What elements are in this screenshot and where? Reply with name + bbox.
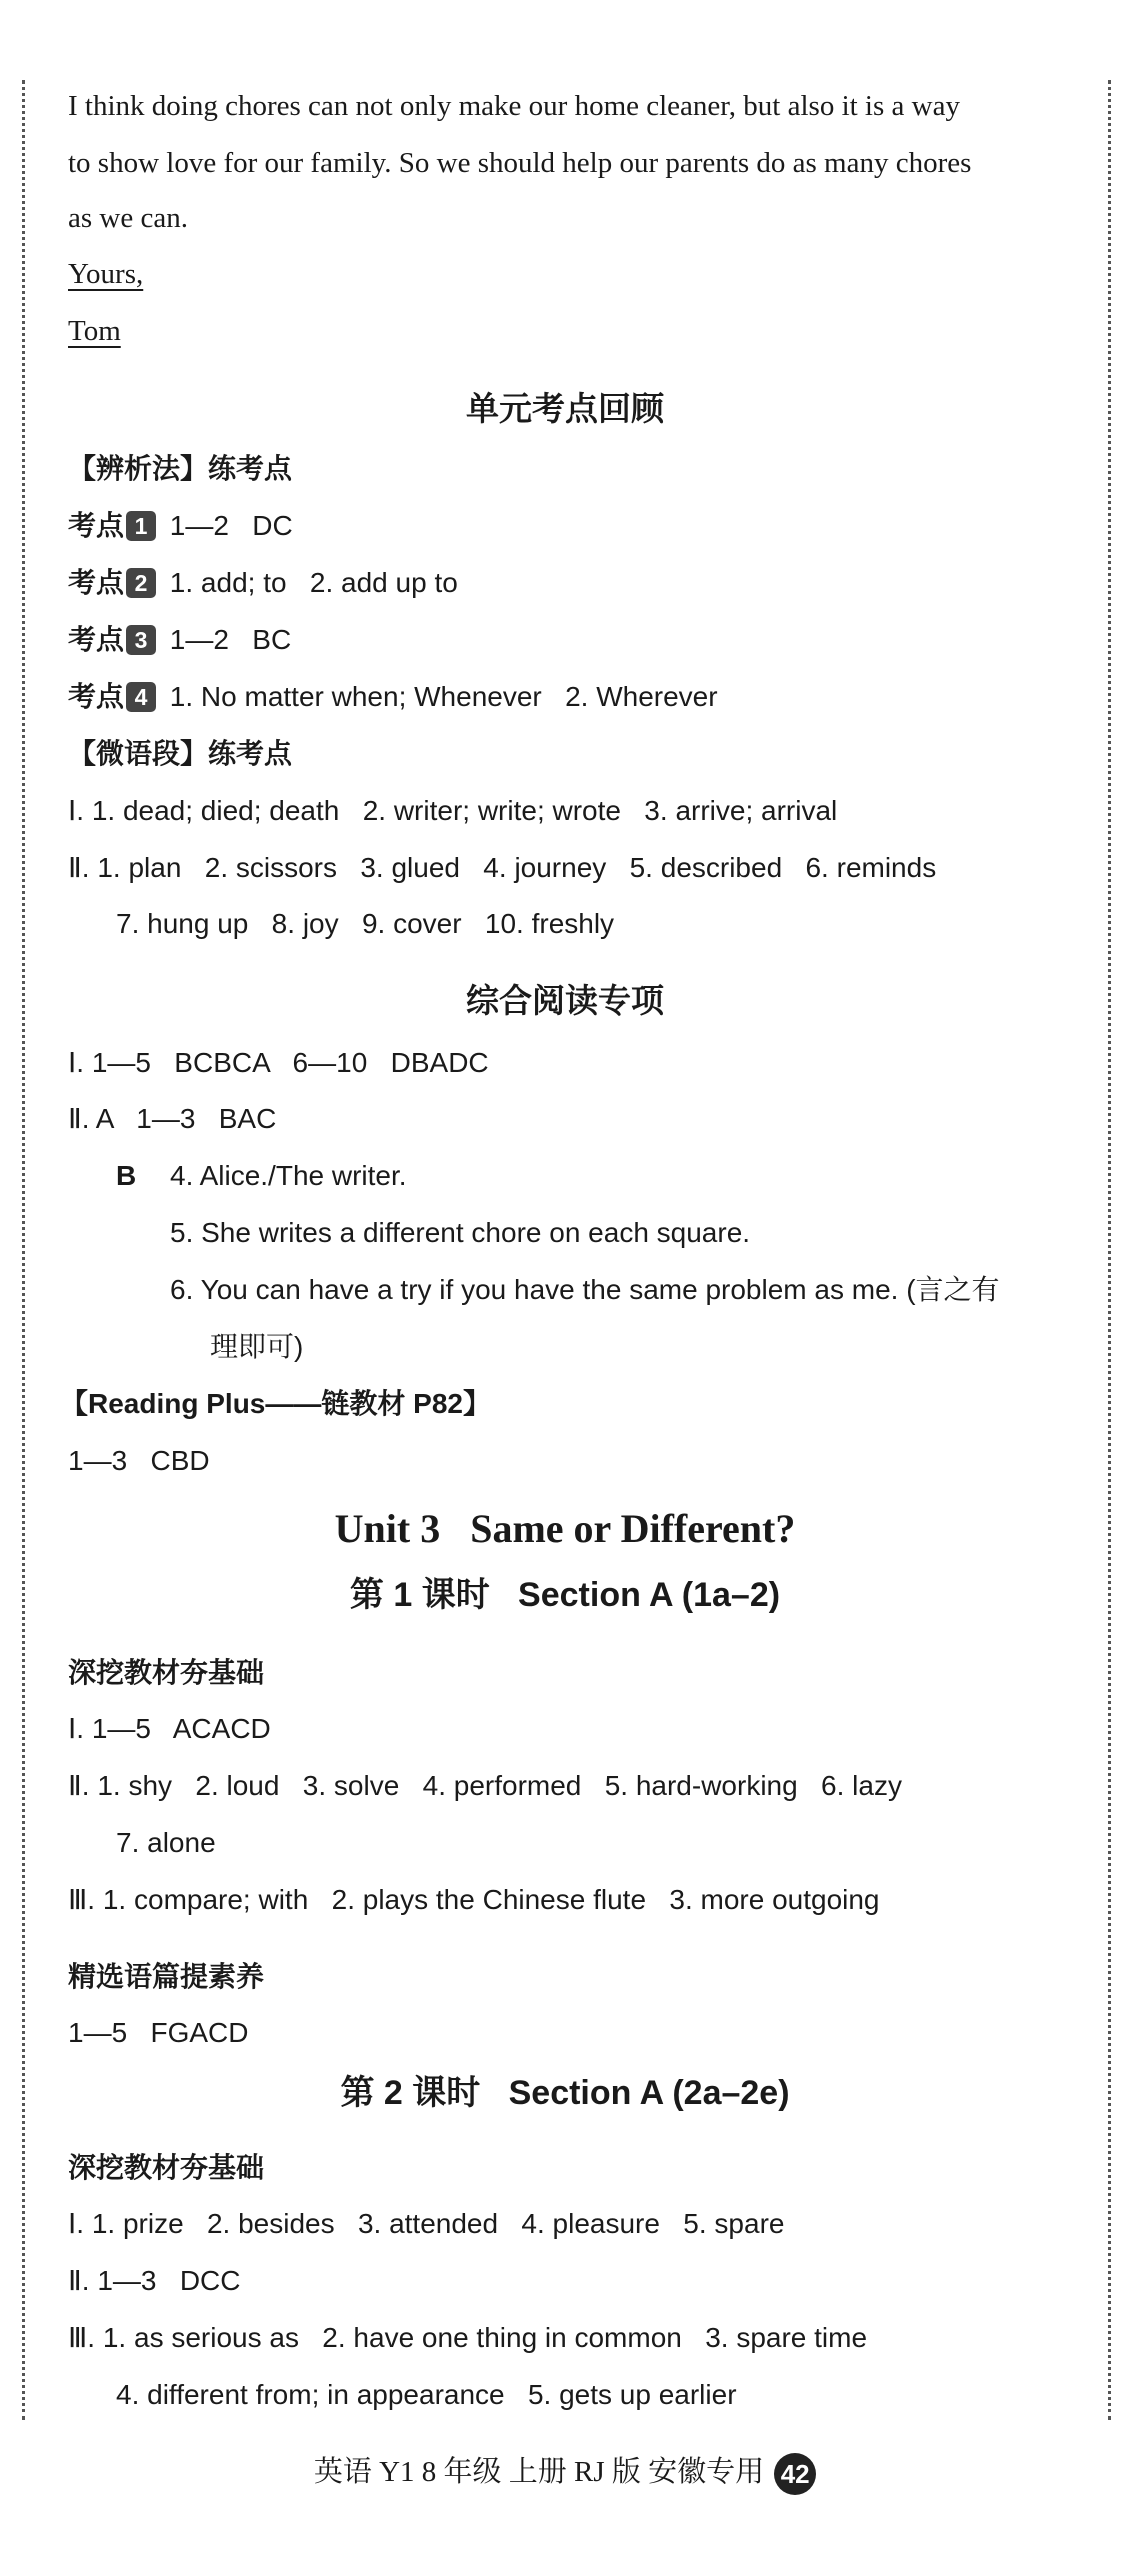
reading-title: 综合阅读专项 [466, 982, 664, 1019]
kaodian-2 [68, 565, 458, 602]
lesson-1-line-4: Ⅲ. 1. compare; with 2. plays the Chinese flute 3. more outgoing [68, 1884, 880, 1915]
page-footer [0, 2452, 1130, 2495]
letter-line-1: I think doing chores can not only make our home cleaner, but also it is a way [68, 90, 960, 122]
reading-line-4: 5. She writes a different chore on each square. [170, 1217, 751, 1248]
page-number: 42 [774, 2453, 816, 2495]
kaodian-answer: 1. No matter when; Whenever 2. Wherever [169, 681, 718, 712]
kaodian-answer: 1. add; to 2. add up to [169, 567, 458, 598]
lesson-1-line-5: 1—5 FGACD [68, 2017, 249, 2048]
lesson-2-title: 第 2 课时 Section A (2a–2e) [340, 2074, 790, 2112]
letter-line-3: as we can. [68, 202, 188, 234]
lesson-1-line-3: 7. alone [116, 1827, 216, 1858]
lesson-1-line-2: Ⅱ. 1. shy 2. loud 3. solve 4. performed 5. hard-working 6. lazy [68, 1770, 902, 1801]
kaodian-1 [68, 508, 293, 545]
letter-line-2: to show love for our family. So we should help our parents do as many chores [68, 147, 972, 179]
kaodian-label: 考点 [68, 681, 125, 712]
kaodian-4 [68, 679, 718, 716]
lesson-2-line-3: Ⅲ. 1. as serious as 2. have one thing in common 3. spare time [68, 2322, 868, 2353]
lesson-2-subheading-1: 深挖教材夯基础 [68, 2152, 265, 2183]
left-dashed-border [22, 80, 25, 2420]
kaodian-label: 考点 [68, 567, 125, 598]
lesson-1-subheading-1: 深挖教材夯基础 [68, 1657, 265, 1688]
lesson-1-title: 第 1 课时 Section A (1a–2) [349, 1576, 781, 1614]
reading-plus-title: 【Reading Plus——链教材 P82】 [60, 1388, 491, 1419]
lesson-1-line-1: Ⅰ. 1—5 ACACD [68, 1713, 271, 1744]
reading-line-2: Ⅱ. A 1—3 BAC [68, 1103, 277, 1134]
kaodian-number-badge: 1 [126, 511, 156, 541]
reading-plus-answer: 1—3 CBD [68, 1445, 210, 1476]
kaodian-label: 考点 [68, 624, 125, 655]
weiyuduan-line-1: Ⅰ. 1. dead; died; death 2. writer; write; wrote 3. arrive; arrival [68, 795, 838, 826]
letter-signature: Tom [68, 315, 121, 347]
reading-line-6: 理即可) [210, 1331, 304, 1362]
unit-3-title: Unit 3 Same or Different? [334, 1506, 796, 1551]
kaodian-answer: 1—2 BC [169, 624, 292, 655]
kaodian-answer: 1—2 DC [169, 510, 293, 541]
reading-part-b-label: B [116, 1160, 137, 1191]
review-section-2-title: 【微语段】练考点 [68, 738, 293, 769]
footer-text: 英语 Y1 8 年级 上册 RJ 版 安徽专用 [313, 2456, 765, 2488]
kaodian-number-badge: 2 [126, 568, 156, 598]
letter-closing: Yours, [68, 258, 144, 290]
review-section-1-title: 【辨析法】练考点 [68, 453, 293, 484]
reading-line-1: Ⅰ. 1—5 BCBCA 6—10 DBADC [68, 1047, 489, 1078]
lesson-2-line-2: Ⅱ. 1—3 DCC [68, 2265, 241, 2296]
right-dashed-border [1108, 80, 1111, 2420]
reading-line-5: 6. You can have a try if you have the same problem as me. (言之有 [170, 1274, 1000, 1305]
lesson-2-line-1: Ⅰ. 1. prize 2. besides 3. attended 4. pleasure 5. spare [68, 2208, 785, 2239]
weiyuduan-line-3: 7. hung up 8. joy 9. cover 10. freshly [116, 908, 615, 939]
weiyuduan-line-2: Ⅱ. 1. plan 2. scissors 3. glued 4. journey 5. described 6. reminds [68, 852, 937, 883]
lesson-2-line-4: 4. different from; in appearance 5. gets up earlier [116, 2379, 737, 2410]
kaodian-3 [68, 622, 291, 659]
kaodian-label: 考点 [68, 510, 125, 541]
unit-review-title: 单元考点回顾 [466, 390, 664, 427]
kaodian-number-badge: 4 [126, 682, 156, 712]
lesson-1-subheading-2: 精选语篇提素养 [68, 1961, 265, 1992]
reading-line-3: 4. Alice./The writer. [170, 1160, 407, 1191]
kaodian-number-badge: 3 [126, 625, 156, 655]
